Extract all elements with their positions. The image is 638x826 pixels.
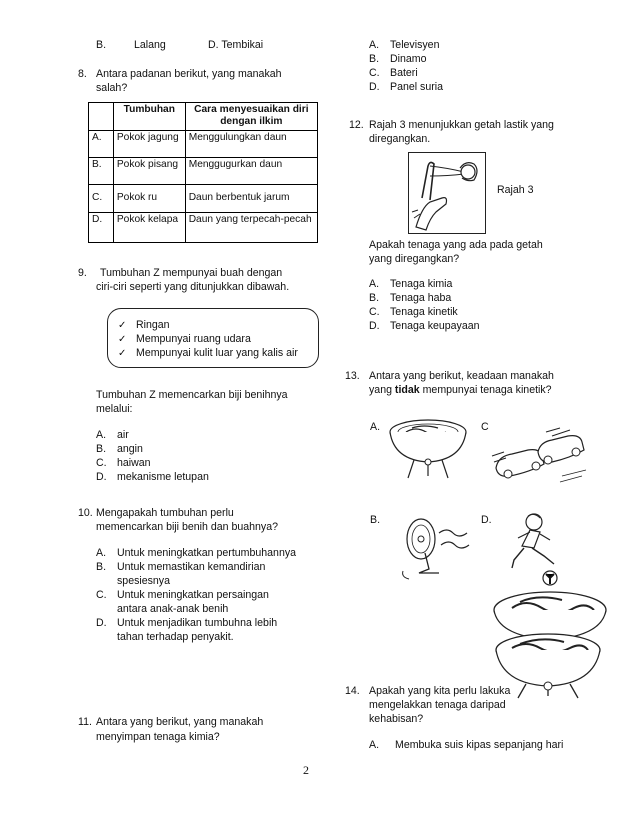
option-text-continued: antara anak-anak benih <box>117 603 229 615</box>
question-number: 8. <box>78 68 87 80</box>
question-stem: diregangkan. <box>369 133 431 145</box>
question-number: 9. <box>78 267 87 279</box>
question-stem: yang diregangkan? <box>369 253 460 265</box>
answer-option[interactable]: A. Tenaga kimia <box>369 278 453 290</box>
table-row <box>89 130 318 157</box>
option-text: Lalang <box>134 39 166 51</box>
table-cell: Pokok kelapa <box>113 212 185 242</box>
question-number: 12. <box>349 119 364 131</box>
answer-option[interactable]: D. Tenaga keupayaan <box>369 320 480 332</box>
fan-icon <box>395 515 470 583</box>
question-stem: Tumbuhan Z memencarkan biji benihnya <box>96 389 288 401</box>
feature-item: ✓ Ringan <box>118 319 170 331</box>
option-text-continued: spesiesnya <box>117 575 170 587</box>
question-stem: Antara padanan berikut, yang manakah <box>96 68 282 80</box>
answer-option[interactable]: A. Membuka suis kipas sepanjang hari <box>369 739 564 751</box>
table-cell: D. <box>89 212 114 242</box>
answer-option[interactable]: B. Untuk memastikan kemandirian <box>96 561 266 573</box>
option-label[interactable]: B. <box>370 514 381 526</box>
table-row <box>89 184 318 212</box>
table-header-row <box>89 103 318 131</box>
question-stem: Tumbuhan Z mempunyai buah dengan <box>100 267 283 279</box>
question-stem: yang tidak mempunyai tenaga kinetik? <box>369 384 552 396</box>
option-label[interactable]: D. <box>481 514 492 526</box>
racing-cars-icon <box>490 426 590 486</box>
question-stem: kehabisan? <box>369 713 424 725</box>
table-header: Tumbuhan <box>113 103 185 131</box>
option-letter: B. <box>96 39 107 51</box>
answer-option[interactable]: A. air <box>96 429 129 441</box>
table-cell: Menggulungkan daun <box>185 130 317 157</box>
answer-option[interactable]: C. Untuk meningkatkan persaingan <box>96 589 269 601</box>
table-row <box>89 157 318 184</box>
question-stem: Mengapakah tumbuhan perlu <box>96 507 234 519</box>
question-number: 11. <box>78 716 92 728</box>
answer-option[interactable]: B. Tenaga haba <box>369 292 452 304</box>
answer-option[interactable]: A. Televisyen <box>369 39 440 51</box>
option-text-continued: tahan terhadap penyakit. <box>117 631 234 643</box>
check-icon: ✓ <box>118 348 127 359</box>
question-stem: Antara yang berikut, keadaan manakah <box>369 370 554 382</box>
question-stem: Rajah 3 menunjukkan getah lastik yang <box>369 119 554 131</box>
question-stem: Apakah yang kita perlu lakuka <box>369 685 511 697</box>
table-cell: Pokok ru <box>113 184 185 212</box>
answer-option[interactable]: D. Untuk menjadikan tumbuhna lebih <box>96 617 278 629</box>
question-stem: melalui: <box>96 403 133 415</box>
question-stem: memencarkan biji benih dan buahnya? <box>96 521 278 533</box>
answer-option[interactable]: B. Dinamo <box>369 53 427 65</box>
page-number: 2 <box>303 763 309 777</box>
question-stem: ciri-ciri seperti yang ditunjukkan dibawah. <box>96 281 290 293</box>
answer-option[interactable]: D. mekanisme letupan <box>96 471 209 483</box>
table-cell: Menggugurkan daun <box>185 157 317 184</box>
table-cell: Pokok pisang <box>113 157 185 184</box>
question-number: 14. <box>345 685 360 697</box>
emphasis-word: tidak <box>394 384 420 396</box>
answer-option[interactable]: C. Bateri <box>369 67 418 79</box>
answer-option[interactable]: D. Panel suria <box>369 81 443 93</box>
question-stem: mengelakkan tenaga daripad <box>369 699 506 711</box>
answer-option[interactable]: C. haiwan <box>96 457 151 469</box>
question-stem: Apakah tenaga yang ada pada getah <box>369 239 543 251</box>
option-text: D. Tembikai <box>208 39 264 51</box>
check-icon: ✓ <box>118 320 127 331</box>
question-number: 13. <box>345 370 360 382</box>
answer-option[interactable]: C. Tenaga kinetik <box>369 306 458 318</box>
option-label[interactable]: A. <box>370 421 381 433</box>
grill-icon <box>388 418 468 480</box>
answer-option[interactable]: B. angin <box>96 443 143 455</box>
table-cell: Daun yang terpecah-pecah <box>185 212 317 242</box>
question-stem: Antara yang berikut, yang manakah <box>96 716 264 728</box>
feature-item: ✓ Mempunyai kulit luar yang kalis air <box>118 347 298 359</box>
option-label[interactable]: C <box>481 421 489 433</box>
table-cell: Daun berbentuk jarum <box>185 184 317 212</box>
question-stem: salah? <box>96 82 128 94</box>
slingshot-illustration <box>408 152 486 234</box>
adaptation-table <box>88 102 318 243</box>
table-cell: C. <box>89 184 114 212</box>
check-icon: ✓ <box>118 334 127 345</box>
table-cell: B. <box>89 157 114 184</box>
grill-large-icon <box>490 588 610 698</box>
football-player-icon <box>508 512 570 588</box>
table-cell: Pokok jagung <box>113 130 185 157</box>
table-cell: A. <box>89 130 114 157</box>
table-header: Cara menyesuaikan diri dengan ilkim <box>185 103 317 131</box>
question-number: 10. <box>78 507 93 519</box>
answer-option[interactable]: A. Untuk meningkatkan pertumbuhannya <box>96 547 297 559</box>
table-row <box>89 212 318 242</box>
question-stem: menyimpan tenaga kimia? <box>96 731 220 743</box>
feature-item: ✓ Mempunyai ruang udara <box>118 333 251 345</box>
figure-label: Rajah 3 <box>497 184 534 196</box>
